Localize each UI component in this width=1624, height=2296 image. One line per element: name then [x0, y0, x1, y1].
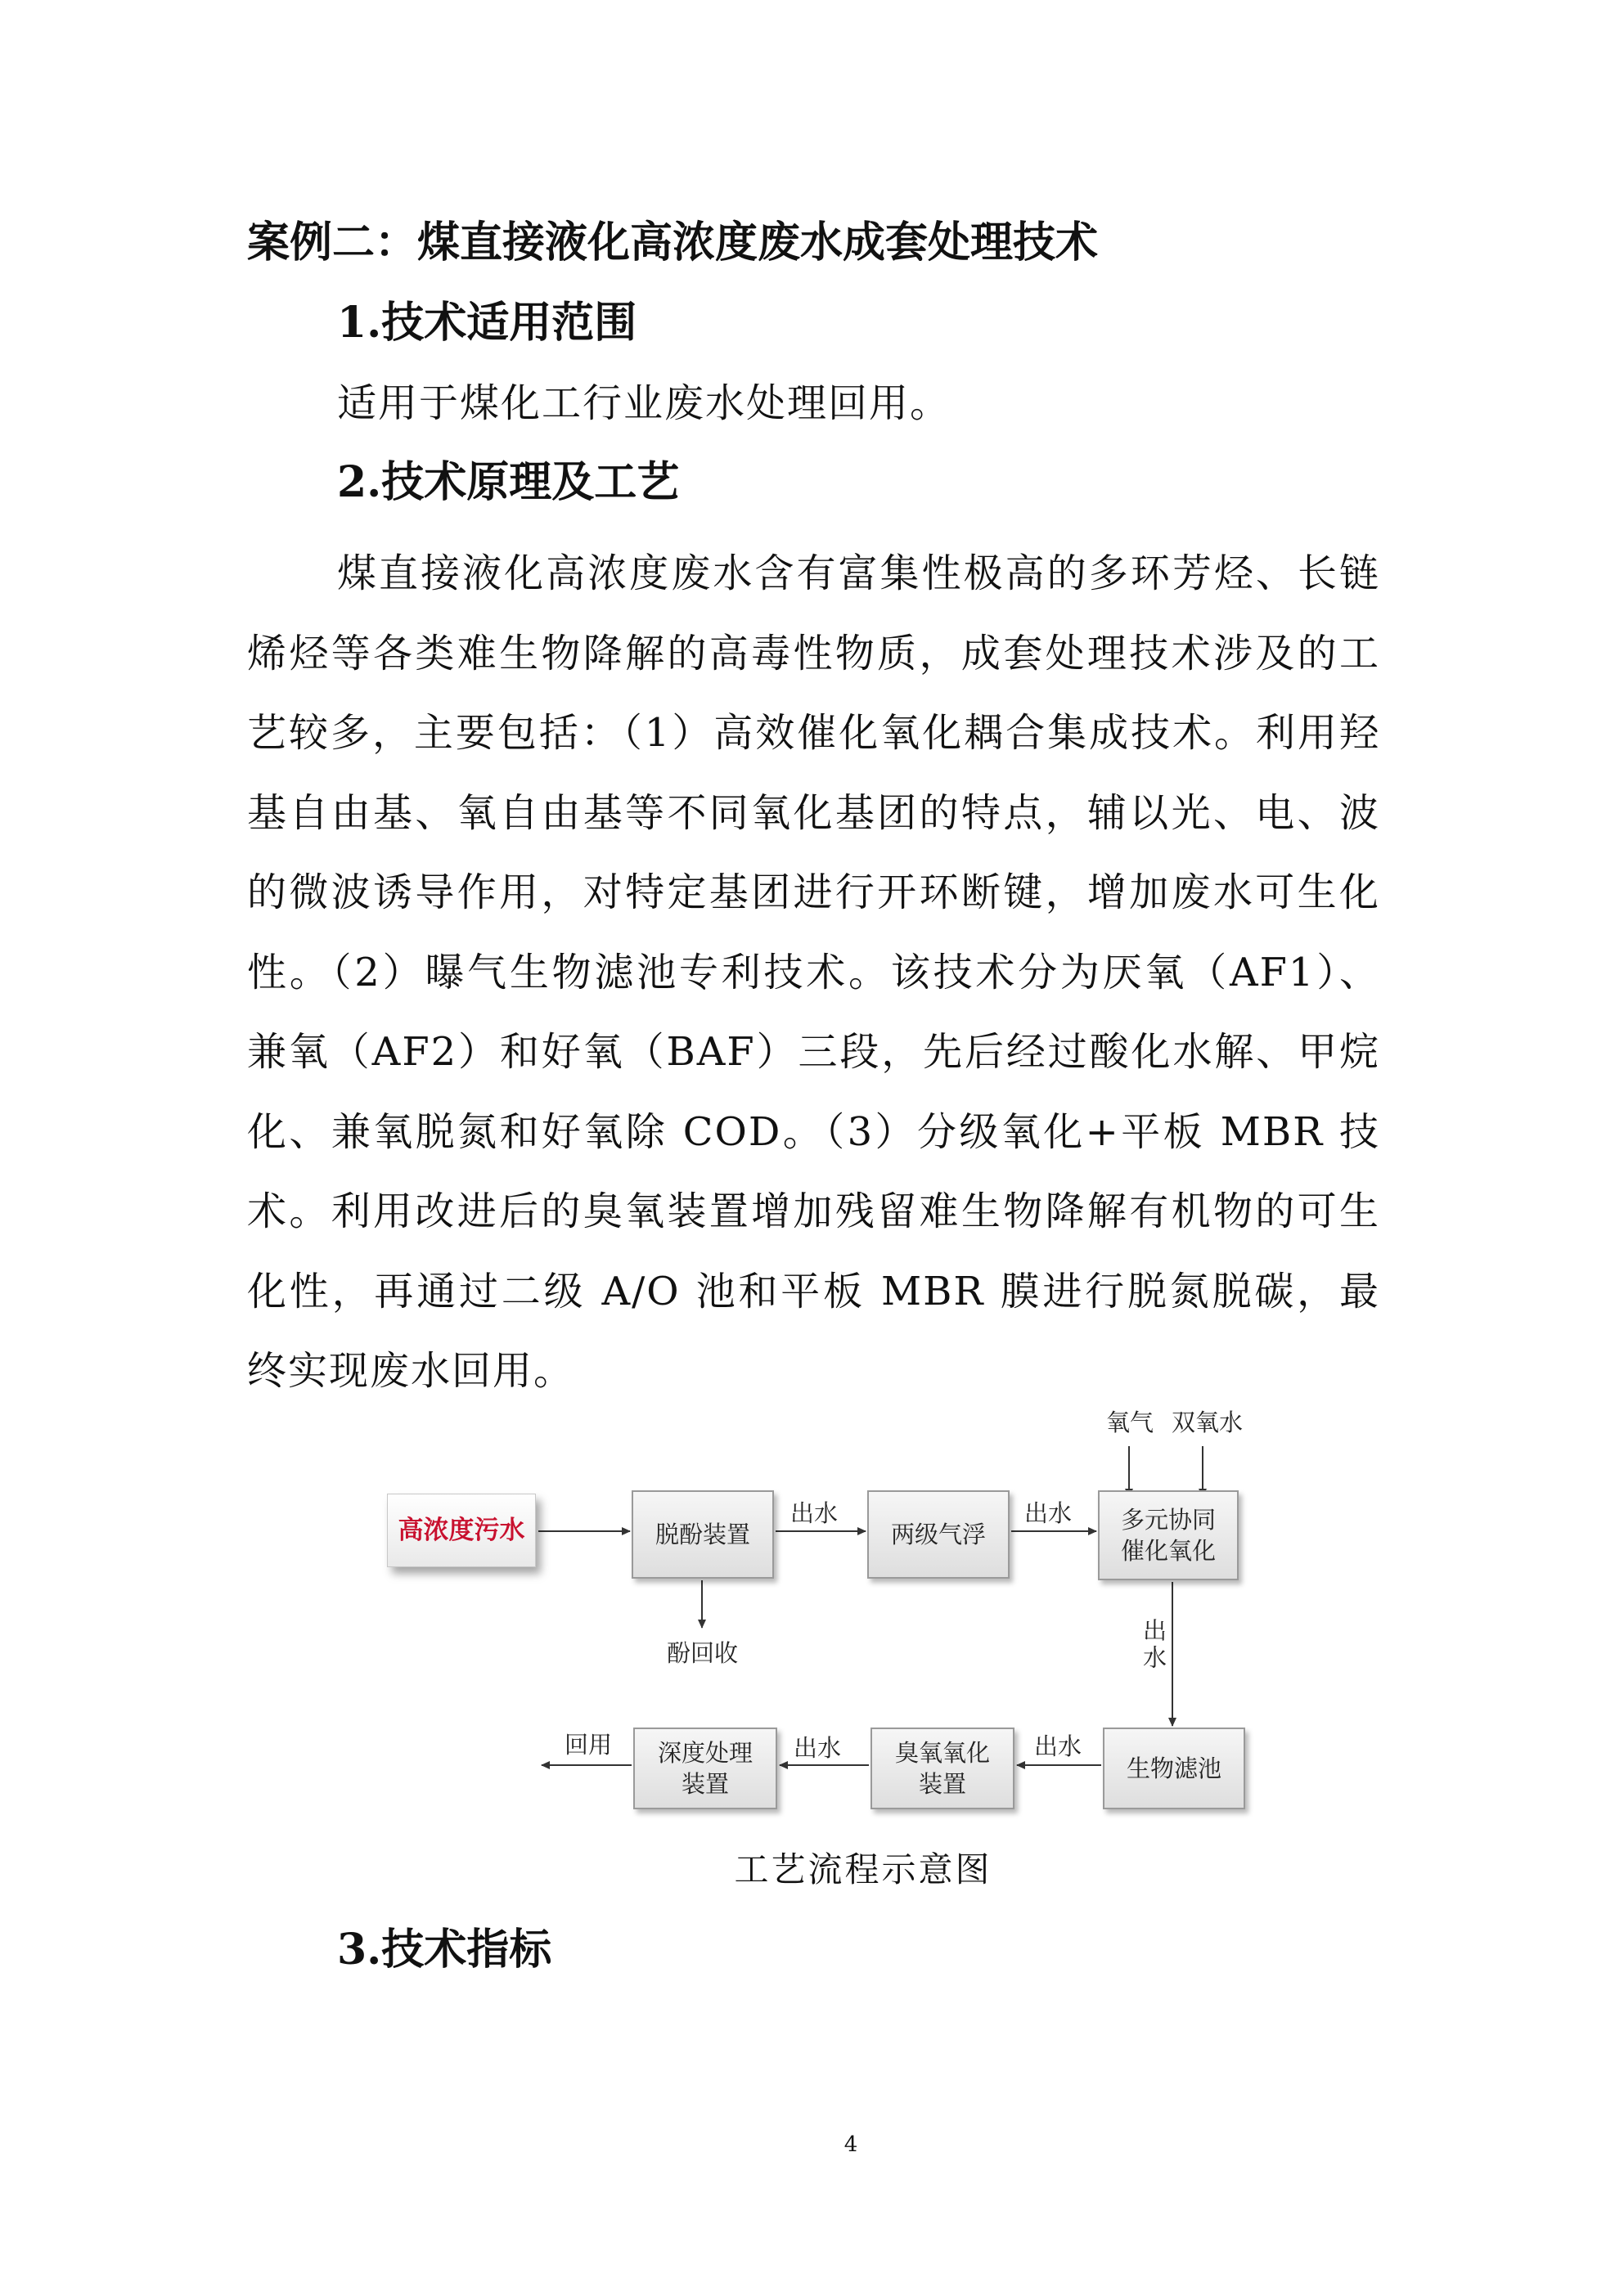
- node-catalytic-oxidation: 多元协同 催化氧化: [1098, 1490, 1239, 1580]
- label-hydrogen-peroxide: 双氧水: [1172, 1409, 1244, 1436]
- node-advanced-treatment: 深度处理 装置: [633, 1728, 777, 1809]
- node-ozone-oxidation: 臭氧氧化 装置: [870, 1728, 1014, 1809]
- section-1-text: 适用于煤化工行业废水处理回用。: [337, 380, 951, 426]
- node-biofilter: 生物滤池: [1103, 1728, 1245, 1809]
- node-dephenol-unit: 脱酚装置: [632, 1490, 774, 1579]
- page-number: 4: [843, 2132, 858, 2157]
- label-effluent: 出水: [1024, 1499, 1073, 1527]
- label-reuse: 回用: [565, 1731, 613, 1759]
- label-effluent-vertical: 出水: [1140, 1618, 1167, 1672]
- label-effluent: 出水: [1034, 1732, 1082, 1760]
- label-effluent: 出水: [794, 1734, 842, 1762]
- node-high-concentration-wastewater: 高浓度污水: [387, 1494, 536, 1567]
- section-2-heading: 2.技术原理及工艺: [337, 457, 680, 507]
- section-3-heading: 3.技术指标: [337, 1925, 552, 1975]
- node-two-stage-flotation: 两级气浮: [867, 1490, 1010, 1579]
- label-effluent: 出水: [790, 1499, 839, 1527]
- case-title: 案例二：煤直接液化高浓度废水成套处理技术: [247, 218, 1099, 267]
- label-oxygen: 氧气: [1106, 1409, 1154, 1436]
- section-2-text: 煤直接液化高浓度废水含有富集性极高的多环芳烃、长链烯烃等各类难生物降解的高毒性物质，成套处理技术涉及的工艺较多，主要包括：（1）高效催化氧化耦合集成技术。利用羟基自由基、氧自由基等不同氧化基团的特点，辅以光、电、波的微波诱导作用，对特定基团进行开环断键，增加废水可生化性。（2）曝气生物滤池专利技术。该技术分为厌氧（AF1）、兼氧（AF2）和好氧（BAF）三段，先后经过酸化水解、甲烷化、兼氧脱氮和好氧除 COD。（3）分级氧化+平板 MBR 技术。利用改进后的臭氧装置增加残留难生物降解有机物的可生化性，再通过二级 A/O 池和平板 MBR 膜进行脱氮脱碳，最终实现废水回用。: [247, 550, 1380, 1394]
- section-1-heading: 1.技术适用范围: [337, 298, 637, 348]
- figure-caption: 工艺流程示意图: [734, 1849, 992, 1889]
- label-phenol-recovery: 酚回收: [667, 1639, 739, 1667]
